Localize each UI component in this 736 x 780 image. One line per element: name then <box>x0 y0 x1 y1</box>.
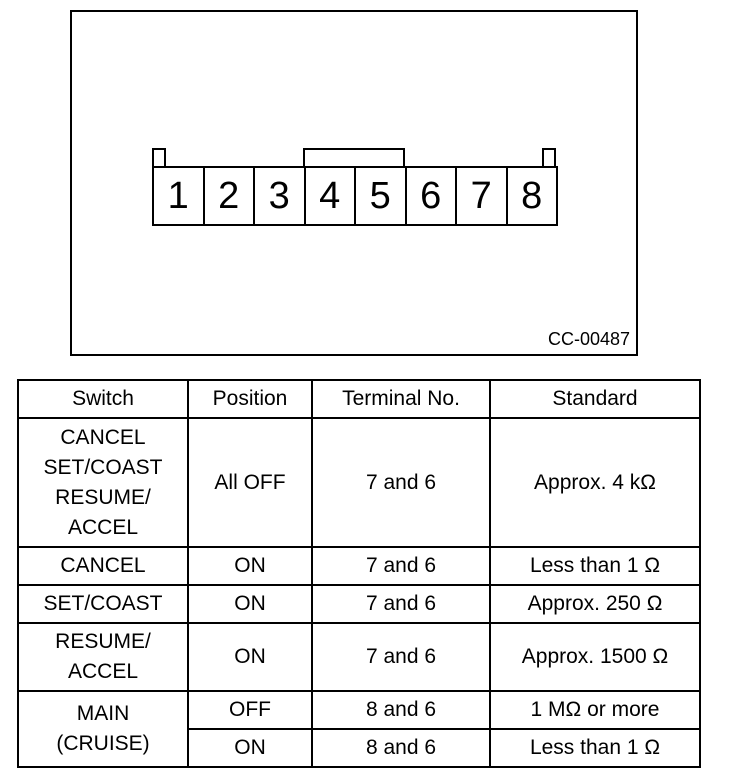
cell-terminal: 8 and 6 <box>312 691 490 729</box>
table-header-row <box>18 380 700 418</box>
cell-position: ON <box>188 547 312 585</box>
cell-terminal: 7 and 6 <box>312 623 490 691</box>
connector-key <box>303 148 405 167</box>
connector-pin-6: 6 <box>407 168 458 224</box>
connector-pin-3: 3 <box>255 168 306 224</box>
table-row <box>18 418 700 547</box>
connector-pin-4: 4 <box>306 168 357 224</box>
cell-position: All OFF <box>188 418 312 547</box>
cell-switch: SET/COAST <box>18 585 188 623</box>
header-switch: Switch <box>18 380 188 418</box>
cell-standard: Less than 1 Ω <box>490 547 700 585</box>
cell-switch: CANCEL <box>18 547 188 585</box>
cell-standard: Approx. 4 kΩ <box>490 418 700 547</box>
connector-pin-1: 1 <box>154 168 205 224</box>
cell-position: ON <box>188 729 312 767</box>
cell-terminal: 8 and 6 <box>312 729 490 767</box>
table-row <box>18 623 700 691</box>
cell-standard: Less than 1 Ω <box>490 729 700 767</box>
connector-latch-left <box>152 148 166 167</box>
cell-standard: Approx. 250 Ω <box>490 585 700 623</box>
table-row <box>18 547 700 585</box>
table-row <box>18 691 700 729</box>
connector-pin-8: 8 <box>521 175 543 217</box>
specification-table <box>17 379 701 768</box>
header-position: Position <box>188 380 312 418</box>
cell-position: ON <box>188 585 312 623</box>
cell-terminal: 7 and 6 <box>312 547 490 585</box>
figure-id: CC-00487 <box>547 329 630 349</box>
cell-switch: MAIN (CRUISE) <box>18 691 188 767</box>
connector-latch-right <box>542 148 556 167</box>
connector-pin-2: 2 <box>205 168 256 224</box>
cell-terminal: 7 and 6 <box>312 585 490 623</box>
header-standard: Standard <box>490 380 700 418</box>
connector-pin-7: 7 <box>457 168 508 224</box>
header-terminal-no: Terminal No. <box>312 380 490 418</box>
cell-standard: Approx. 1500 Ω <box>490 623 700 691</box>
cell-position: OFF <box>188 691 312 729</box>
cell-terminal: 7 and 6 <box>312 418 490 547</box>
cell-switch: CANCEL SET/COAST RESUME/ ACCEL <box>18 418 188 547</box>
connector-body <box>152 166 558 226</box>
table-row <box>18 585 700 623</box>
connector-pin-5: 5 <box>356 168 407 224</box>
cell-standard: 1 MΩ or more <box>490 691 700 729</box>
cell-position: ON <box>188 623 312 691</box>
connector-figure <box>70 10 638 356</box>
cell-switch: RESUME/ ACCEL <box>18 623 188 691</box>
